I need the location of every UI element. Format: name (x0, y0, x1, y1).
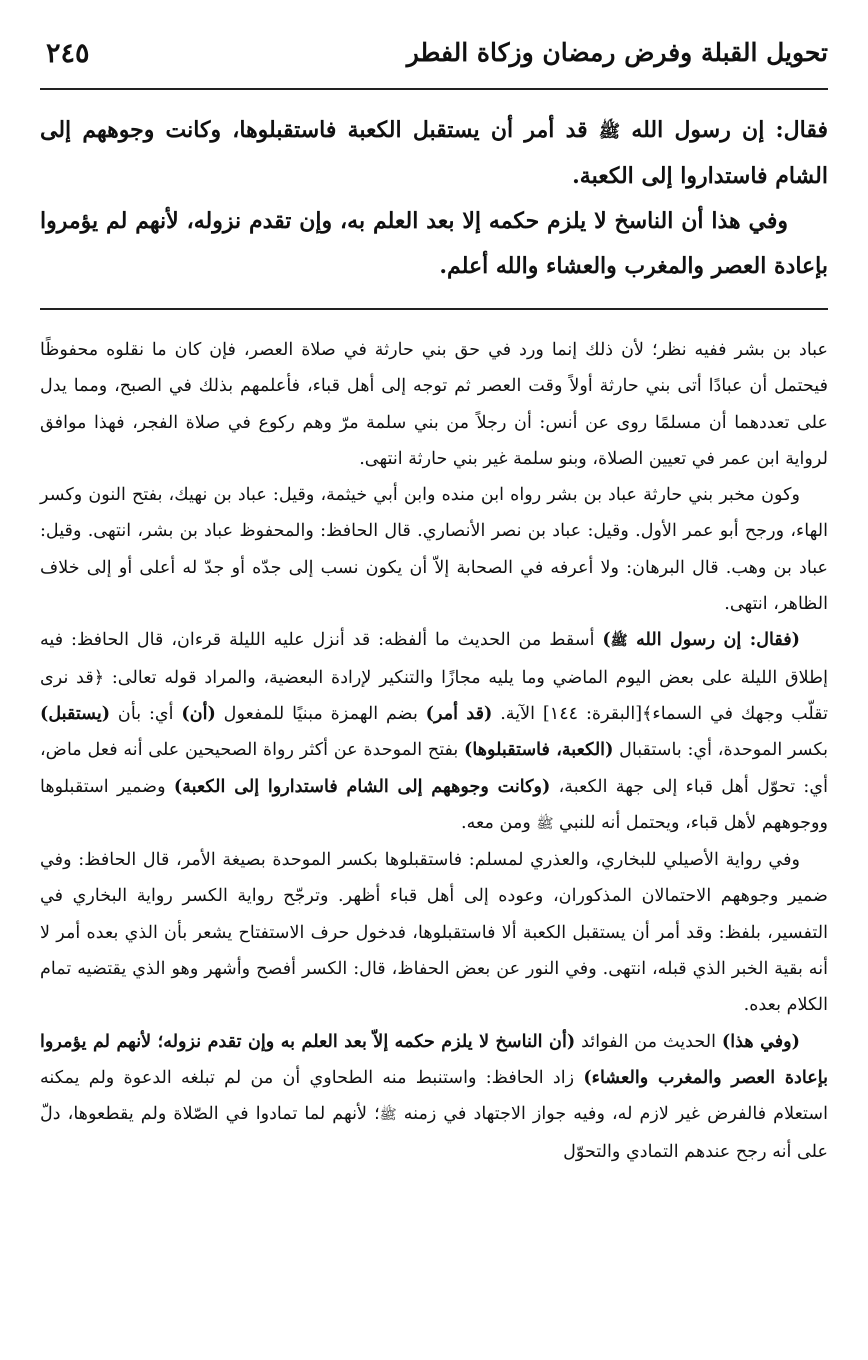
commentary-text-run: بضم الهمزة مبنيًا للمفعول (215, 703, 426, 724)
quran-quote: ﴿قد نرى تقلّب وجهك في السماء﴾ (40, 667, 828, 724)
commentary-text-run: زاد الحافظ: واستنبط منه الطحاوي أن من لم تبلغه الدعوة ولم يمكنه استعلام فالفرض غير لازم له، وفيه جواز الاجتهاد في زمنه (40, 1067, 828, 1125)
lemma: (وكانت وجوههم إلى الشام فاستداروا إلى الكعبة) (173, 775, 551, 797)
commentary-text-run: [البقرة: ١٤٤] الآية. (492, 703, 643, 724)
commentary-text-run: أسقط من الحديث ما ألفظه: قد أنزل عليه الليلة قرءان، قال الحافظ: فيه إطلاق الليلة على بعض اليوم الماضي وما يليه مجازًا والتنكير لإرادة البعضية، والمراد قوله تعالى: (40, 630, 829, 688)
commentary-paragraph-1: عباد بن بشر ففيه نظر؛ لأن ذلك إنما ورد في حق بني حارثة في صلاة العصر، فإن كان ما نقلوه محفوظًا فيحتمل أن عبادًا أتى بني حارثة أولاً وقت العصر ثم توجه إلى أهل قباء، فأعلمهم بذلك في الصبح، ومما يدل على تعددهما أن مسلمًا روى عن أنس: أن رجلاً من بني سلمة مرّ وهم ركوع في صلاة الفجر، فهذا موافق لرواية ابن عمر في تعيين الصلاة، وبنو سلمة غير بني حارثة انتهى. (40, 340, 828, 469)
commentary-text (40, 332, 828, 1170)
running-title: تحويل القبلة وفرض رمضان وزكاة الفطر (406, 38, 828, 67)
commentary-text-run: وضمير استقبلوها ووجوههم لأهل قباء، ويحتمل أنه للنبي (40, 776, 828, 833)
hadith-paragraph-2: وفي هذا أن الناسخ لا يلزم حكمه إلا بعد العلم به، وإن تقدم نزوله، لأنهم لم يؤمروا بإعادة العصر والمغرب والعشاء والله أعلم. (40, 208, 828, 279)
salla-symbol: ﷺ (536, 815, 554, 832)
section-divider (40, 308, 828, 310)
page-number: ٢٤٥ (46, 38, 90, 69)
lemma: (يستقبل) (40, 702, 111, 724)
commentary-text-run: ومن معه. (461, 812, 537, 833)
commentary-text-run: بكسر الموحدة، أي: باستقبال (613, 740, 828, 761)
salla-symbol: ﷺ (598, 121, 621, 142)
commentary-text-run: بفتح الموحدة عن أكثر رواة الصحيحين على أنه فعل ماض، أي: تحوّل أهل قباء إلى جهة الكعبة، (40, 740, 828, 797)
commentary-text-run: ؛ لأنهم لما تمادوا في الصّلاة ولم يقطعوها، دلّ على أنه رجح عندهم التمادي والتحوّل (40, 1104, 828, 1162)
commentary-paragraph-5 (40, 1024, 828, 1170)
commentary-text-run: أي: بأن (110, 703, 182, 724)
commentary-text-run: الحديث من الفوائد (575, 1031, 722, 1052)
lemma-close: ) (602, 629, 611, 651)
lemma: (أن الناسخ لا يلزم حكمه إلاّ بعد العلم به وإن تقدم نزوله؛ لأنهم لم يؤمروا بإعادة العصر والمغرب والعشاء) (40, 1030, 828, 1088)
salla-symbol: ﷺ (379, 1107, 397, 1124)
hadith-text (40, 108, 828, 289)
lemma: (أن) (181, 702, 216, 724)
commentary-paragraph-3 (40, 622, 828, 842)
commentary-paragraph-4: وفي رواية الأصيلي للبخاري، والعذري لمسلم: فاستقبلوها بكسر الموحدة بصيغة الأمر، قال الحافظ: وفي ضمير وجوههم الاحتمالان المذكوران، وعوده إلى أهل قباء أظهر. وترجّح رواية الكسر رواية البخاري في التفسير، بلفظ: وقد أمر أن يستقبل الكعبة ألا فاستقبلوها، فدخول حرف الاستفتاح يشعر بأن الذي بعده أمر لا أنه بقية الخبر الذي قبله، انتهى. وفي النور عن بعض الحفاظ، قال: الكسر أفصح وأشهر وهو الذي يقتضيه تمام الكلام بعده. (40, 850, 828, 1016)
lemma: (فقال: إن رسول الله (627, 629, 801, 651)
lemma: (وفي هذا) (721, 1030, 800, 1052)
lemma: (الكعبة، فاستقبلوها) (464, 739, 614, 761)
hadith-paragraph-1 (40, 108, 828, 199)
hadith-p1-b: قد أمر أن يستقبل الكعبة فاستقبلوها، وكانت وجوههم إلى الشام فاستداروا إلى الكعبة. (40, 117, 828, 189)
lemma: (قد أمر) (425, 702, 493, 724)
hadith-p1-a: فقال: إن رسول الله (620, 117, 828, 143)
header-rule (40, 88, 828, 90)
page-header (46, 38, 828, 78)
commentary-paragraph-2: وكون مخبر بني حارثة عباد بن بشر رواه ابن منده وابن أبي خيثمة، وقيل: عباد بن نهيك، بفتح النون وكسر الهاء، ورجح أبو عمر الأول. وقيل: عباد بن نصر الأنصاري. قال الحافظ: والمحفوظ عباد بن بشر، انتهى. وقيل: عباد بن وهب. قال البرهان: ولا أعرفه في الصحابة إلاّ أن يكون نسب إلى جدّه أو جدّ له أعلى أو إلى خلاف الظاهر، انتهى. (40, 485, 828, 615)
salla-symbol: ﷺ (610, 633, 628, 650)
